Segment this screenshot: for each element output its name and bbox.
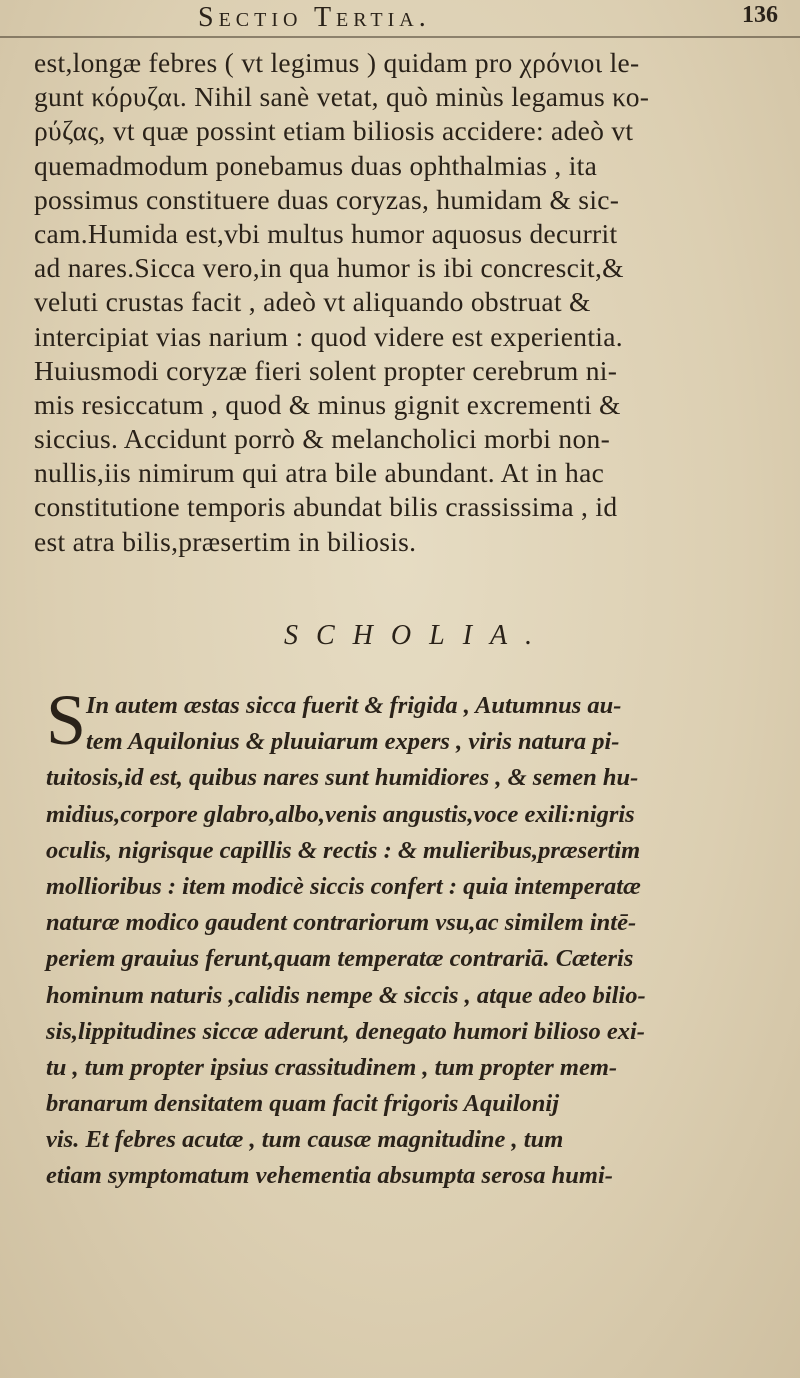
scholia-line: periem grauius ferunt,quam temperatæ contrariā. Cæteris bbox=[46, 945, 634, 973]
drop-cap: S bbox=[46, 680, 87, 760]
scholia-line: etiam symptomatum vehementia absumpta serosa humi- bbox=[46, 1162, 613, 1190]
scholia-line: naturæ modico gaudent contrariorum vsu,ac similem intē- bbox=[46, 909, 637, 937]
text-line: Huiusmodi coryzæ fieri solent propter cerebrum ni- bbox=[34, 354, 618, 386]
scholia-line: oculis, nigrisque capillis & rectis : & mulieribus,præsertim bbox=[46, 836, 641, 864]
scholia-line: mollioribus : item modicè siccis confert : quia intemperatæ bbox=[46, 872, 641, 900]
text-line: intercipiat vias narium : quod videre est experientia. bbox=[34, 320, 623, 352]
scholia-line: branarum densitatem quam facit frigoris Aquilonij bbox=[46, 1090, 560, 1118]
text-line: est atra bilis,præsertim in biliosis. bbox=[34, 525, 417, 557]
text-line: siccius. Accidunt porrò & melancholici morbi non- bbox=[34, 423, 611, 455]
scholia-line: hominum naturis ,calidis nempe & siccis , atque adeo bilio- bbox=[46, 981, 646, 1009]
scholia-line: vis. Et febres acutæ , tum causæ magnitudine , tum bbox=[46, 1126, 564, 1154]
scholia-heading: SCHOLIA. bbox=[284, 620, 551, 651]
scholia-line: tem Aquilonius & pluuiarum expers , viris natura pi- bbox=[86, 728, 620, 756]
main-text-block bbox=[34, 46, 770, 559]
scholia-line: tuitosis,id est, quibus nares sunt humidiores , & semen hu- bbox=[46, 764, 639, 792]
text-line: ad nares.Sicca vero,in qua humor is ibi concrescit,& bbox=[34, 252, 624, 284]
page-number: 136 bbox=[742, 2, 778, 28]
header-rule bbox=[0, 36, 800, 38]
scholia-line: In autem æstas sicca fuerit & frigida , Autumnus au- bbox=[86, 692, 622, 719]
scholia-text-block bbox=[46, 680, 776, 1195]
text-line: cam.Humida est,vbi multus humor aquosus decurrit bbox=[34, 217, 618, 249]
text-line: constitutione temporis abundat bilis crassissima , id bbox=[34, 491, 618, 523]
running-head: Sectio Tertia. bbox=[198, 2, 431, 33]
page-header bbox=[0, 0, 800, 40]
scholia-line: midius,corpore glabro,albo,venis angustis,voce exili:nigris bbox=[46, 800, 635, 828]
text-line: ρύζας, vt quæ possint etiam biliosis accidere: adeò vt bbox=[34, 115, 634, 147]
text-line: est,longæ febres ( vt legimus ) quidam pro χρόνιοι le- bbox=[34, 47, 640, 78]
scholia-line: tu , tum propter ipsius crassitudinem , tum propter mem- bbox=[46, 1053, 618, 1081]
text-line: mis resiccatum , quod & minus gignit excrementi & bbox=[34, 388, 621, 420]
text-line: nullis,iis nimirum qui atra bile abundant. At in hac bbox=[34, 457, 605, 489]
text-line: gunt κόρυζαι. Nihil sanè vetat, quò minùs legamus κο- bbox=[34, 81, 650, 113]
text-line: quemadmodum ponebamus duas ophthalmias , ita bbox=[34, 149, 598, 181]
text-line: veluti crustas facit , adeò vt aliquando obstruat & bbox=[34, 286, 591, 318]
text-line: possimus constituere duas coryzas, humidam & sic- bbox=[34, 183, 620, 215]
scholia-line: sis,lippitudines siccæ aderunt, denegato humori bilioso exi- bbox=[46, 1017, 645, 1045]
